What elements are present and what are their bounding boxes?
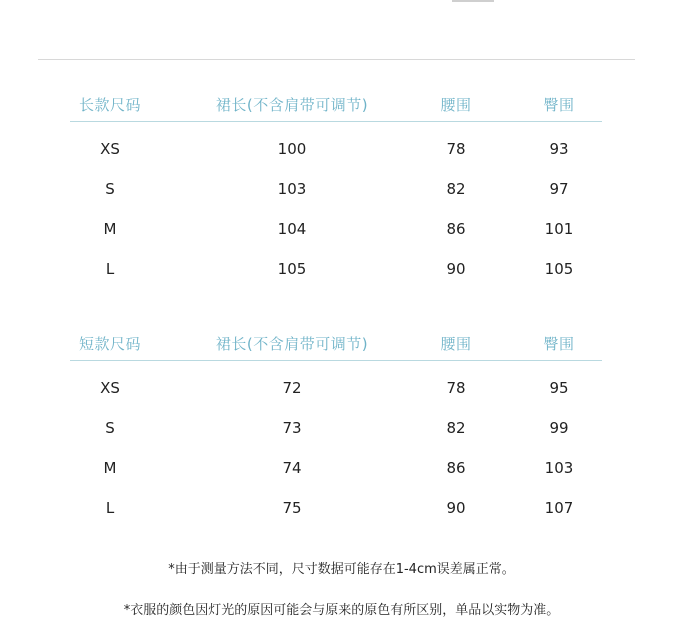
- cell-size: XS: [100, 140, 120, 158]
- cell-waist: 78: [446, 140, 466, 158]
- table-row: [70, 202, 602, 242]
- table-row: [70, 401, 602, 441]
- header-length: 裙长(不含肩带可调节): [215, 335, 369, 353]
- short-table-header: [70, 327, 602, 361]
- cell-waist: 86: [446, 220, 466, 238]
- cell-length: 105: [277, 260, 307, 278]
- cell-waist: 86: [446, 459, 466, 477]
- cell-size: L: [105, 260, 115, 278]
- cell-size: M: [103, 220, 117, 238]
- cell-size: L: [105, 499, 115, 517]
- top-divider-mark: [452, 0, 494, 2]
- cell-size: M: [103, 459, 117, 477]
- header-size: 长款尺码: [78, 96, 142, 114]
- long-table-header: [70, 88, 602, 122]
- cell-waist: 82: [446, 419, 466, 437]
- measurement-note: *由于测量方法不同，尺寸数据可能存在1-4cm误差属正常。: [168, 562, 515, 577]
- cell-hip: 107: [544, 499, 574, 517]
- cell-length: 72: [282, 379, 302, 397]
- table-row: [70, 242, 602, 282]
- cell-waist: 82: [446, 180, 466, 198]
- short-size-table: [70, 327, 602, 521]
- cell-hip: 95: [549, 379, 569, 397]
- cell-size: S: [105, 419, 115, 437]
- header-waist: 腰围: [440, 96, 472, 114]
- cell-length: 104: [277, 220, 307, 238]
- cell-waist: 90: [446, 260, 466, 278]
- header-length: 裙长(不含肩带可调节): [215, 96, 369, 114]
- cell-hip: 101: [544, 220, 574, 238]
- color-note: *衣服的颜色因灯光的原因可能会与原来的原色有所区别，单品以实物为准。: [123, 603, 560, 618]
- table-row: [70, 122, 602, 162]
- long-size-table: [70, 88, 602, 282]
- table-row: [70, 162, 602, 202]
- cell-size: S: [105, 180, 115, 198]
- header-hip: 臀围: [543, 96, 575, 114]
- header-hip: 臀围: [543, 335, 575, 353]
- cell-hip: 105: [544, 260, 574, 278]
- top-divider-line: [38, 59, 635, 60]
- header-size: 短款尺码: [78, 335, 142, 353]
- cell-length: 100: [277, 140, 307, 158]
- table-row: [70, 481, 602, 521]
- cell-hip: 97: [549, 180, 569, 198]
- cell-hip: 99: [549, 419, 569, 437]
- table-row: [70, 361, 602, 401]
- cell-length: 103: [277, 180, 307, 198]
- header-waist: 腰围: [440, 335, 472, 353]
- cell-hip: 103: [544, 459, 574, 477]
- cell-size: XS: [100, 379, 120, 397]
- cell-waist: 90: [446, 499, 466, 517]
- cell-hip: 93: [549, 140, 569, 158]
- cell-length: 73: [282, 419, 302, 437]
- cell-length: 74: [282, 459, 302, 477]
- cell-length: 75: [282, 499, 302, 517]
- cell-waist: 78: [446, 379, 466, 397]
- table-row: [70, 441, 602, 481]
